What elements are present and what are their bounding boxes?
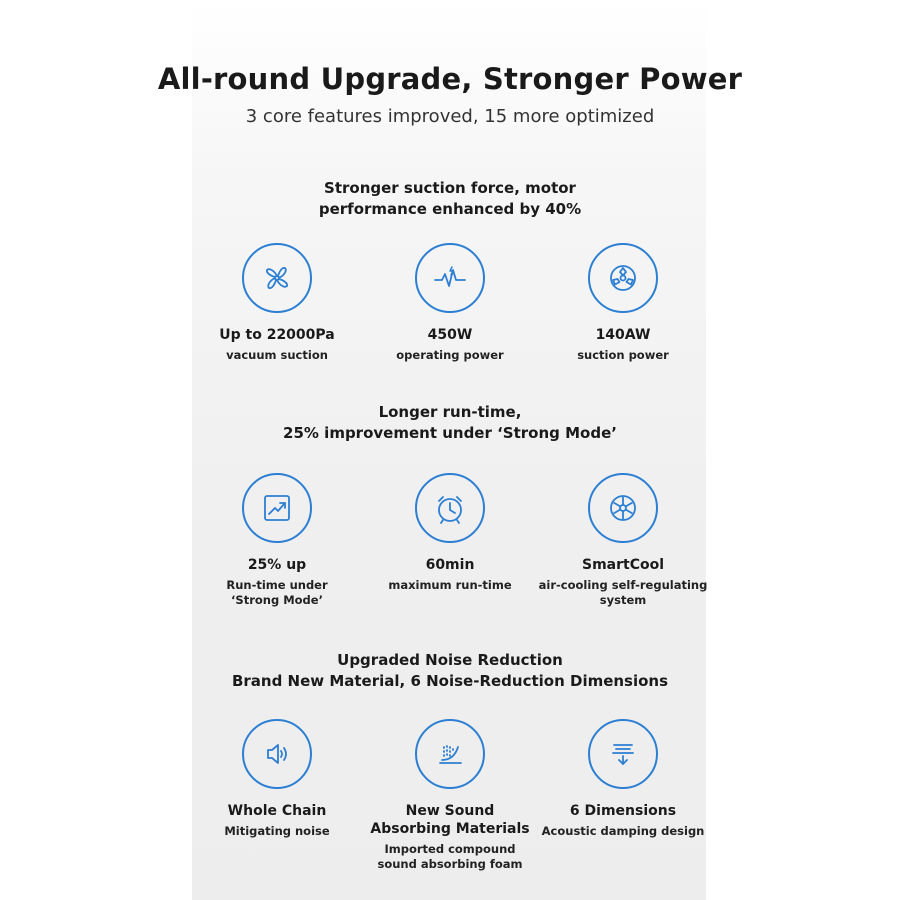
feature-desc: operating power [396,348,504,362]
feature-title: Whole Chain [227,803,327,819]
feature-suction-power [538,243,708,363]
feature-title: 6 Dimensions [569,803,677,819]
feature-desc: suction power [577,348,669,362]
feature-title: 140AW [595,327,651,343]
feature-sound-absorbing [365,719,535,872]
feature-operating-power [365,243,535,363]
feature-desc: vacuum suction [226,348,328,362]
feature-title: Up to 22000Pa [219,327,335,343]
feature-title: New Sound Absorbing Materials [370,803,530,837]
layers-down-icon [588,719,658,789]
cooling-fan-icon [588,473,658,543]
feature-title: 60min [425,557,475,573]
feature-desc: Run-time under ‘Strong Mode’ [226,578,328,607]
page-subtitle: 3 core features improved, 15 more optimized [245,106,655,127]
foam-material-icon [415,719,485,789]
feature-title: 450W [427,327,473,343]
alarm-clock-icon [415,473,485,543]
feature-desc: Acoustic damping design [541,824,705,838]
feature-max-runtime [365,473,535,593]
feature-desc: Mitigating noise [224,824,330,838]
speaker-icon [242,719,312,789]
feature-title: SmartCool [581,557,665,573]
feature-suction-pressure [192,243,362,363]
section-heading-suction: Stronger suction force, motor performance enhanced by 40% [318,179,582,218]
section-heading-noise: Upgraded Noise Reduction Brand New Material, 6 Noise-Reduction Dimensions [231,651,669,690]
feature-desc: maximum run-time [388,578,512,592]
feature-whole-chain [192,719,362,839]
feature-desc: air-cooling self-regulating system [538,578,708,607]
turbine-icon [588,243,658,313]
trend-up-icon [242,473,312,543]
feature-desc: Imported compound sound absorbing foam [377,842,523,871]
page-title: All-round Upgrade, Stronger Power [157,62,743,96]
feature-runtime-improvement [192,473,362,608]
feature-6-dimensions [538,719,708,839]
section-heading-runtime: Longer run-time, 25% improvement under ‘Strong Mode’ [283,403,617,442]
fan-icon [242,243,312,313]
power-wave-icon [415,243,485,313]
feature-title: 25% up [247,557,307,573]
feature-smartcool [535,473,711,608]
